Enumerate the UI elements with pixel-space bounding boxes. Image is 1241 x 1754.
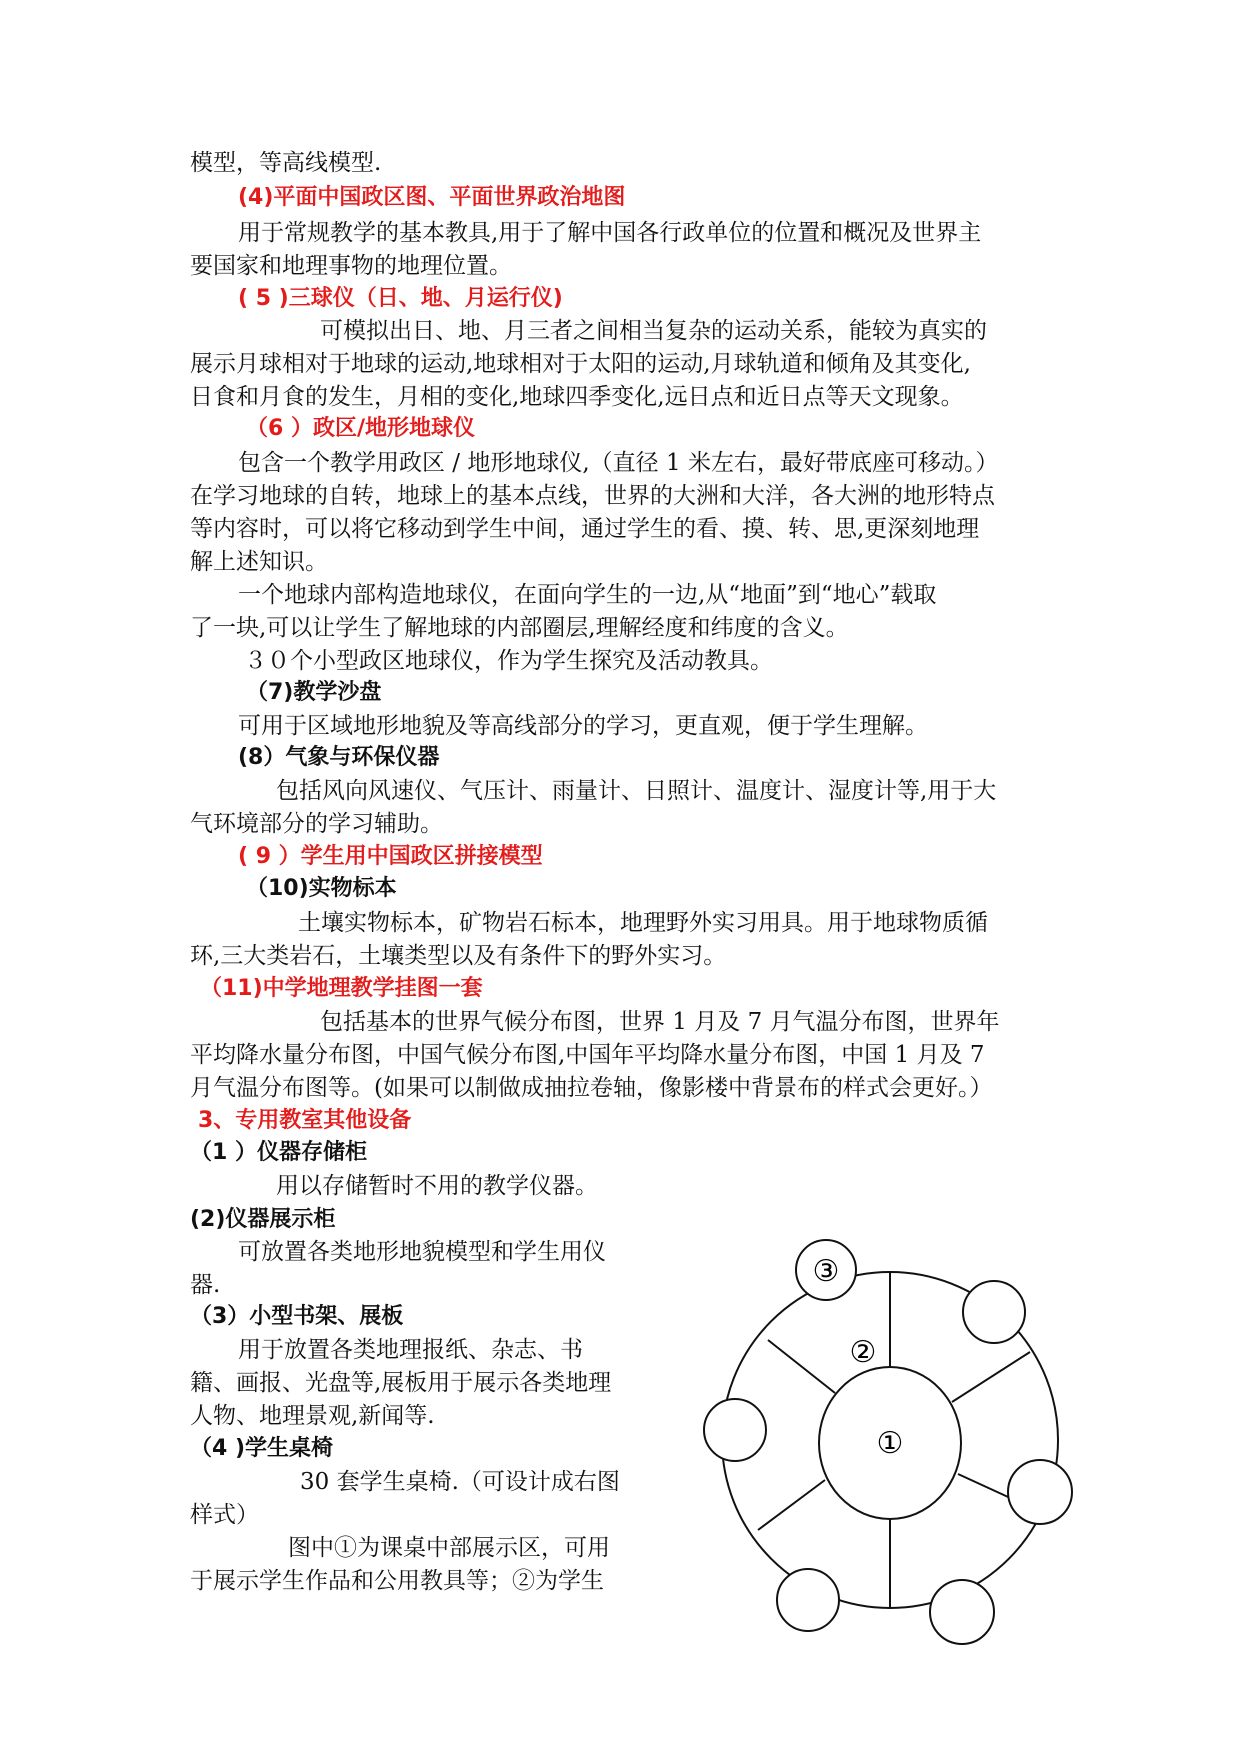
section-heading: 3、专用教室其他设备 bbox=[198, 1108, 412, 1133]
text-line: 了一块,可以让学生了解地球的内部圈层,理解经度和纬度的含义。 bbox=[190, 615, 849, 641]
text-line: 用于放置各类地理报纸、杂志、书 bbox=[238, 1337, 583, 1363]
section-heading: （7)教学沙盘 bbox=[246, 680, 382, 705]
text-line: 月气温分布图等。(如果可以制做成抽拉卷轴，像影楼中背景布的样式会更好。） bbox=[190, 1075, 993, 1101]
text-line: 在学习地球的自转，地球上的基本点线，世界的大洲和大洋，各大洲的地形特点 bbox=[190, 483, 995, 509]
label-center-display: ① bbox=[876, 1426, 904, 1461]
stool-seat bbox=[704, 1399, 766, 1461]
text-line: 环,三大类岩石，土壤类型以及有条件下的野外实习。 bbox=[190, 943, 727, 969]
text-line: 包括风向风速仪、气压计、雨量计、日照计、温度计、湿度计等,用于大 bbox=[276, 778, 997, 804]
stool-seat bbox=[1008, 1460, 1072, 1524]
text-line: ３０个小型政区地球仪，作为学生探究及活动教具。 bbox=[244, 648, 773, 674]
label-student-desk: ② bbox=[849, 1335, 877, 1370]
label-stool: ③ bbox=[812, 1254, 840, 1289]
text-line: 平均降水量分布图，中国气候分布图,中国年平均降水量分布图，中国 1 月及 7 bbox=[190, 1042, 985, 1068]
section-heading: （3）小型书架、展板 bbox=[190, 1304, 404, 1329]
stool-seat bbox=[777, 1569, 839, 1631]
text-line: 可模拟出日、地、月三者之间相当复杂的运动关系，能较为真实的 bbox=[320, 318, 987, 344]
section-heading: （10)实物标本 bbox=[246, 876, 397, 901]
section-heading: （6 ）政区/地形地球仪 bbox=[246, 416, 476, 441]
section-heading: （1 ）仪器存储柜 bbox=[190, 1140, 367, 1165]
text-line: 解上述知识。 bbox=[190, 549, 328, 575]
text-line: 日食和月食的发生，月相的变化,地球四季变化,远日点和近日点等天文现象。 bbox=[190, 384, 964, 410]
text-line: 可用于区域地形地貌及等高线部分的学习，更直观，便于学生理解。 bbox=[238, 713, 928, 739]
section-heading: (4)平面中国政区图、平面世界政治地图 bbox=[238, 185, 626, 210]
text-line: 展示月球相对于地球的运动,地球相对于太阳的运动,月球轨道和倾角及其变化, bbox=[190, 351, 971, 377]
section-heading: （4 )学生桌椅 bbox=[190, 1436, 334, 1461]
text-line: 30 套学生桌椅.（可设计成右图 bbox=[300, 1469, 620, 1495]
text-line: 模型，等高线模型. bbox=[190, 150, 382, 176]
text-line: 籍、画报、光盘等,展板用于展示各类地理 bbox=[190, 1370, 612, 1396]
text-line: 人物、地理景观,新闻等. bbox=[190, 1403, 435, 1429]
section-heading: (8）气象与环保仪器 bbox=[238, 745, 440, 770]
text-line: 要国家和地理事物的地理位置。 bbox=[190, 253, 512, 279]
text-line: 等内容时，可以将它移动到学生中间，通过学生的看、摸、转、思,更深刻地理 bbox=[190, 516, 980, 542]
section-heading: ( 5 )三球仪（日、地、月运行仪) bbox=[238, 286, 563, 311]
text-line: 样式） bbox=[190, 1502, 259, 1528]
text-line: 气环境部分的学习辅助。 bbox=[190, 811, 443, 837]
text-line: 可放置各类地形地貌模型和学生用仪 bbox=[238, 1239, 606, 1265]
section-heading: ( 9 ）学生用中国政区拼接模型 bbox=[238, 844, 543, 869]
text-line: 用以存储暂时不用的教学仪器。 bbox=[276, 1173, 598, 1199]
text-line: 于展示学生作品和公用教具等；②为学生 bbox=[190, 1568, 604, 1594]
text-line: 一个地球内部构造地球仪，在面向学生的一边,从“地面”到“地心”载取 bbox=[238, 582, 937, 608]
text-line: 包含一个教学用政区 / 地形地球仪,（直径 1 米左右，最好带底座可移动。） bbox=[238, 450, 999, 476]
desk-layout-diagram bbox=[700, 1230, 1100, 1650]
text-line: 器. bbox=[190, 1272, 221, 1298]
stool-seat bbox=[963, 1281, 1025, 1343]
section-heading: (2)仪器展示柜 bbox=[190, 1207, 336, 1232]
text-line: 包括基本的世界气候分布图，世界 1 月及 7 月气温分布图，世界年 bbox=[320, 1009, 1000, 1035]
text-line: 用于常规教学的基本教具,用于了解中国各行政单位的位置和概况及世界主 bbox=[238, 220, 982, 246]
section-heading: （11)中学地理教学挂图一套 bbox=[200, 976, 483, 1001]
text-line: 土壤实物标本，矿物岩石标本，地理野外实习用具。用于地球物质循 bbox=[298, 910, 988, 936]
stool-seat bbox=[930, 1580, 994, 1644]
text-line: 图中①为课桌中部展示区，可用 bbox=[288, 1535, 610, 1561]
